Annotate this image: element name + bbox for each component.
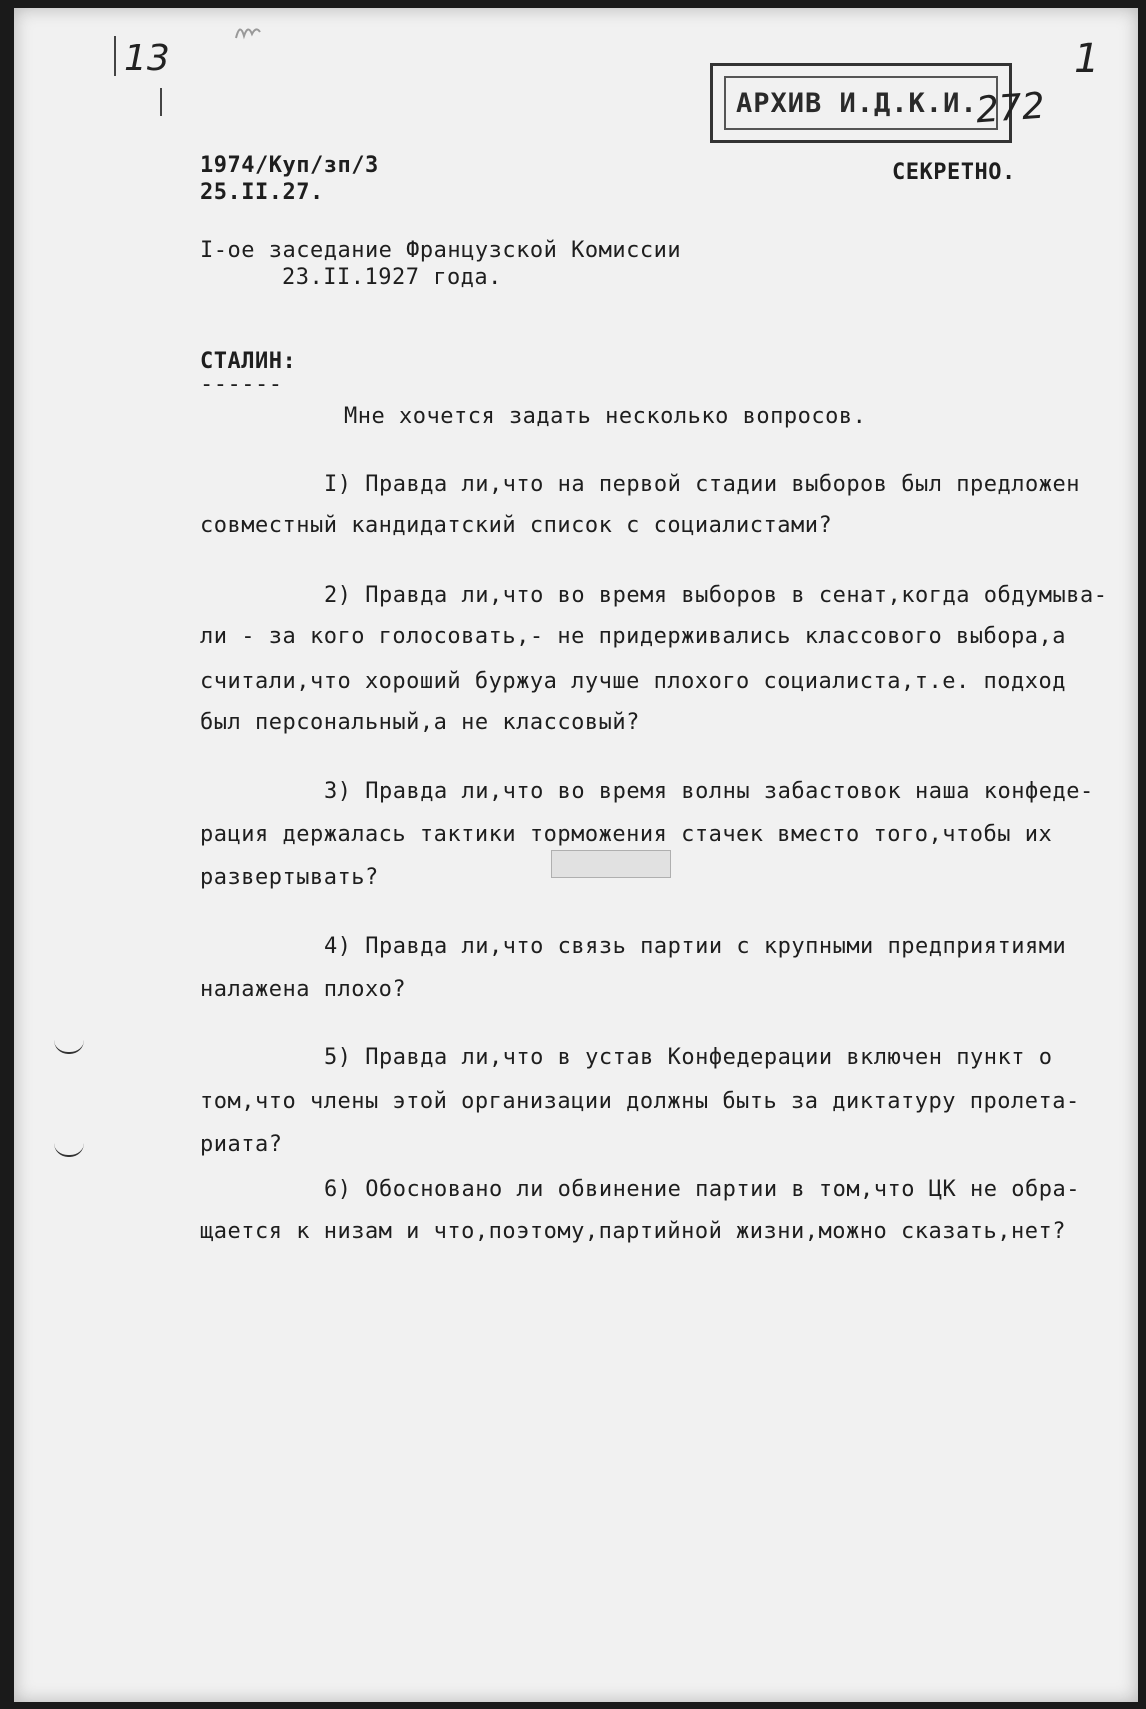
question-5-line: 5) Правда ли,что в устав Конфедерации включен пункт о <box>324 1045 1053 1070</box>
question-2-line: считали,что хороший буржуа лучше плохого социалиста,т.е. подход <box>200 669 1066 694</box>
speaker-intro: Мне хочется задать несколько вопросов. <box>344 404 867 429</box>
archive-stamp <box>710 63 1012 143</box>
question-6-line: щается к низам и что,поэтому,партийной жизни,можно сказать,нет? <box>200 1219 1066 1244</box>
binding-mark <box>54 1143 84 1157</box>
speaker-name: СТАЛИН: <box>200 349 297 374</box>
document-page <box>14 8 1138 1702</box>
question-4-line: налажена плохо? <box>200 977 407 1002</box>
question-3-line: развертывать? <box>200 865 379 890</box>
binding-mark <box>54 1040 84 1054</box>
question-2-line: ли - за кого голосовать,- не придерживались классового выбора,а <box>200 624 1066 649</box>
question-2-line: был персональный,а не классовый? <box>200 710 640 735</box>
question-1-line: I) Правда ли,что на первой стадии выборов был предложен <box>324 472 1080 497</box>
question-3-line: 3) Правда ли,что во время волны забастовок наша конфеде- <box>324 779 1094 804</box>
meeting-date: 23.II.1927 года. <box>282 265 502 290</box>
archive-stamp-text: АРХИВ И.Д.К.И. <box>724 76 998 130</box>
corner-scribble <box>234 20 264 48</box>
page-number: 1 <box>1074 36 1100 82</box>
document-ref: 1974/Куп/зп/3 <box>200 153 379 178</box>
faint-stamp <box>551 850 671 878</box>
question-1-line: совместный кандидатский список с социалистами? <box>200 513 833 538</box>
speaker-underline: ------ <box>200 372 283 397</box>
margin-line <box>160 88 162 116</box>
question-3-line: рация держалась тактики торможения стачек вместо того,чтобы их <box>200 822 1053 847</box>
question-6-line: 6) Обосновано ли обвинение партии в том,что ЦК не обра- <box>324 1177 1080 1202</box>
document-date: 25.II.27. <box>200 180 324 205</box>
question-5-line: том,что члены этой организации должны быть за диктатуру пролета- <box>200 1089 1080 1114</box>
classification: СЕКРЕТНО. <box>892 160 1016 185</box>
question-2-line: 2) Правда ли,что во время выборов в сенат,когда обдумыва- <box>324 583 1108 608</box>
meeting-title: I-ое заседание Французской Комиссии <box>200 238 682 263</box>
question-5-line: риата? <box>200 1132 283 1157</box>
margin-line <box>114 36 116 76</box>
margin-number: 13 <box>124 38 170 79</box>
question-4-line: 4) Правда ли,что связь партии с крупными предприятиями <box>324 934 1067 959</box>
archive-number: 272 <box>974 85 1047 132</box>
